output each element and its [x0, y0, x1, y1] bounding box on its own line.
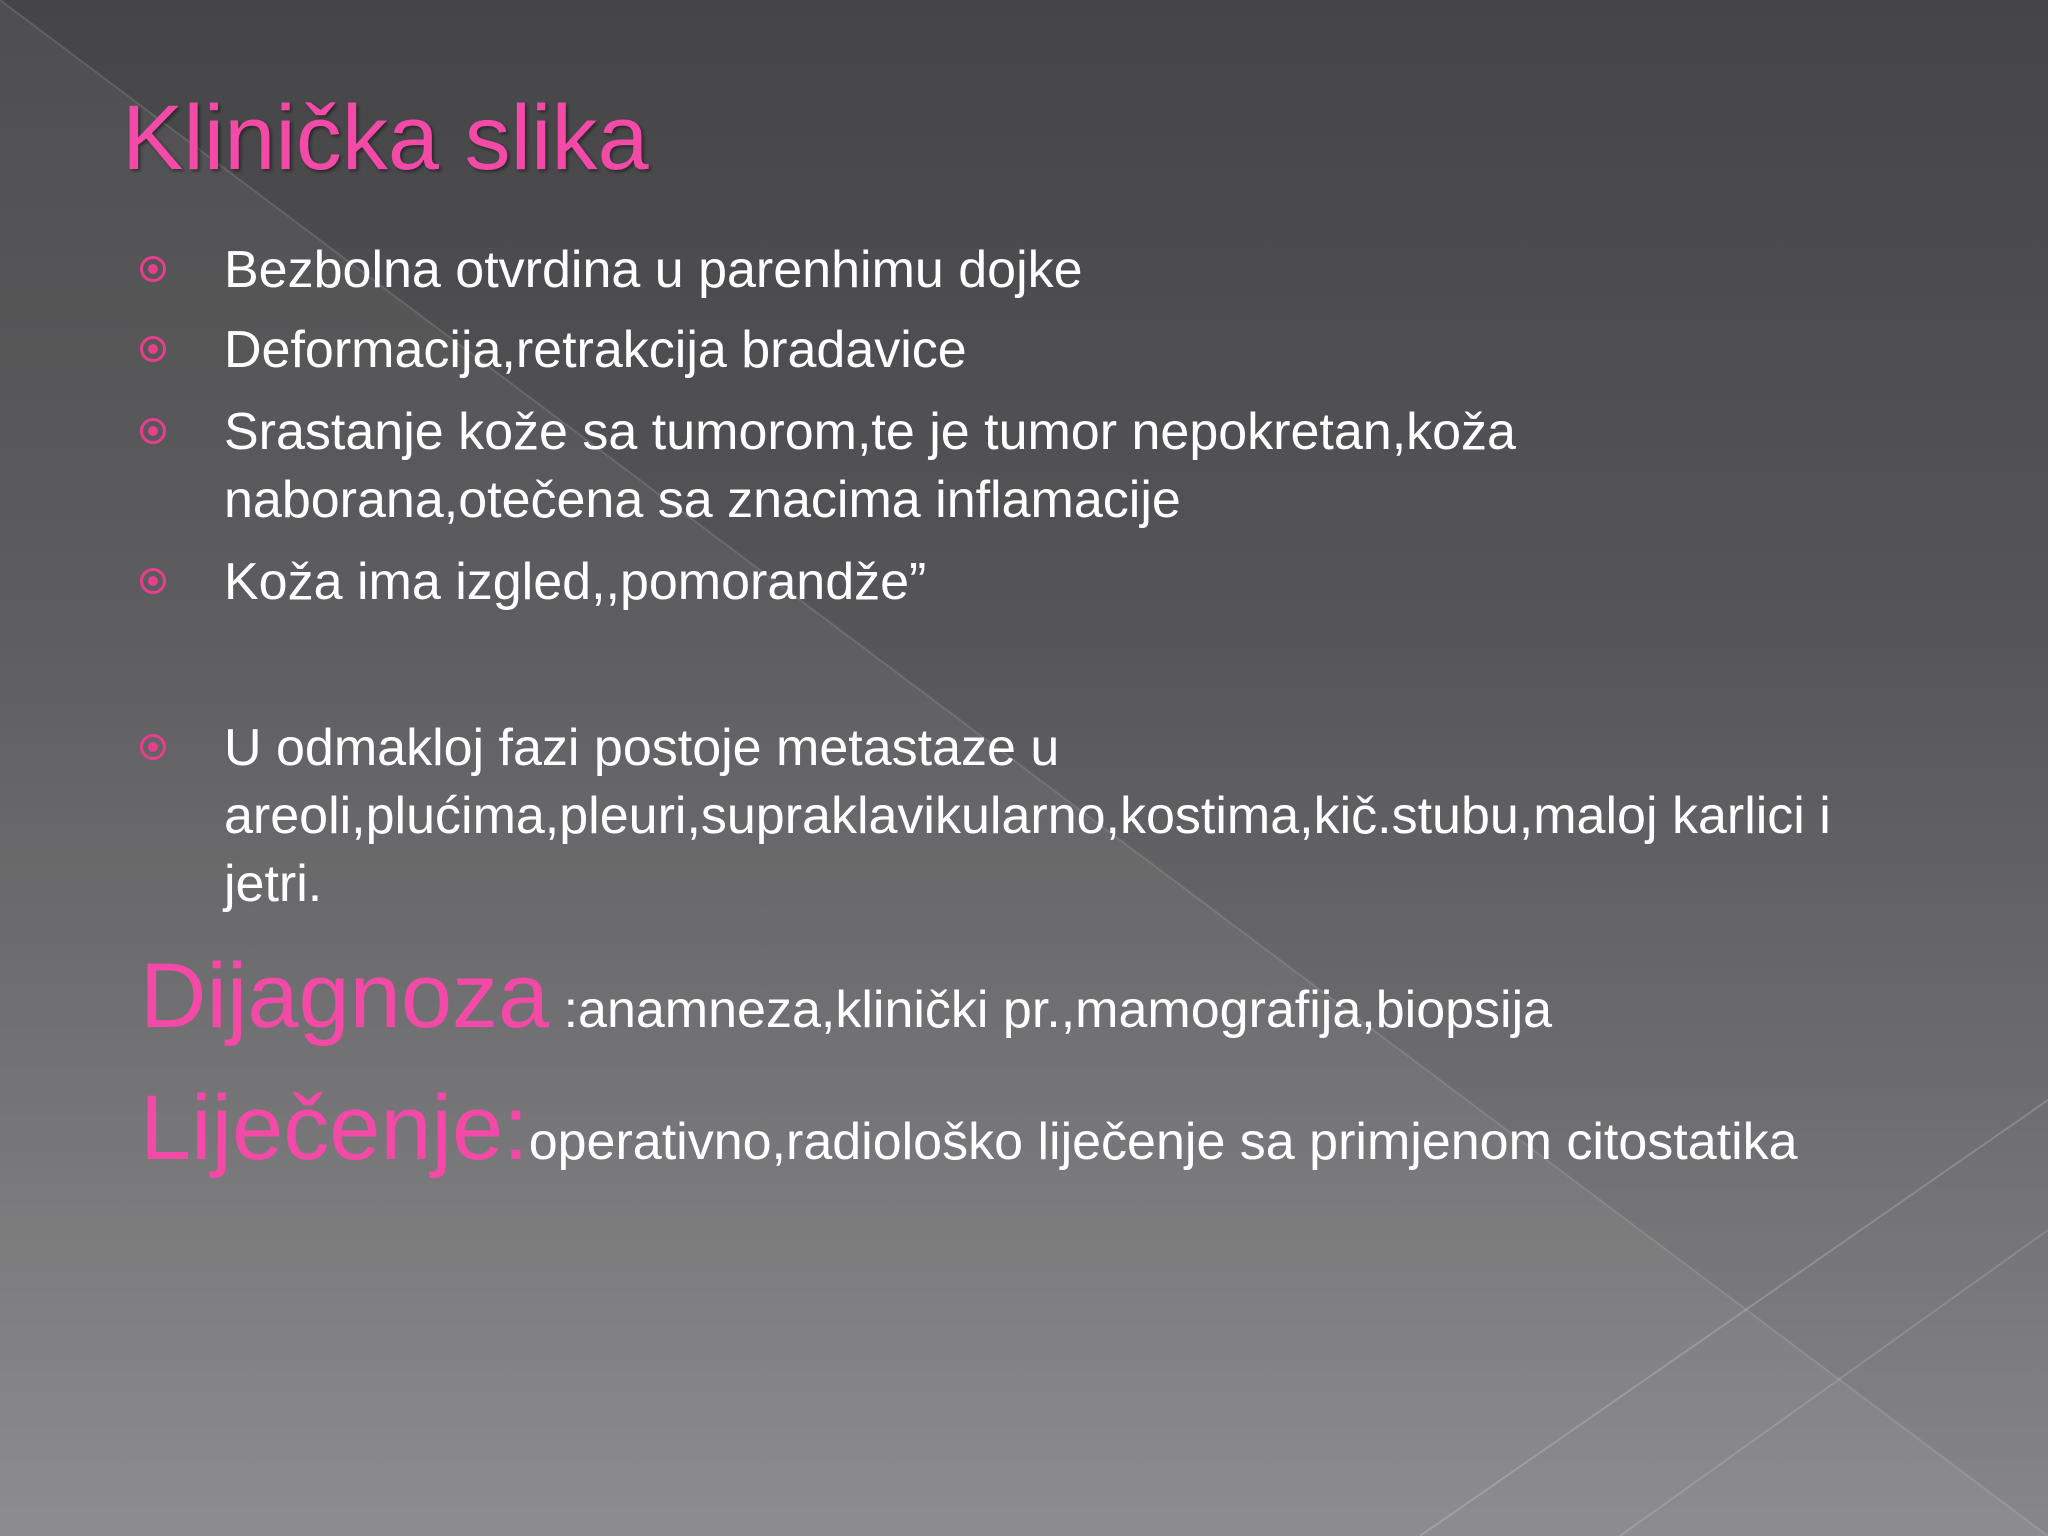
bullet-text: U odmakloj fazi postoje metastaze u areoli,plućima,pleuri,supraklavikularno,kostima,kič.stubu,maloj karlici i jetri.	[224, 719, 1831, 913]
slide-title: Klinička slika	[122, 87, 649, 189]
diagnosis-label: Dijagnoza	[140, 945, 550, 1047]
treatment-text: operativno,radiološko liječenje sa primjenom citostatika	[528, 1113, 1798, 1171]
treatment-line	[140, 1077, 1798, 1179]
bullet-text: Bezbolna otvrdina u parenhimu dojke	[224, 241, 1083, 299]
bullet-item	[224, 316, 1864, 384]
diagnosis-text: :anamneza,klinički pr.,mamografija,biopsija	[549, 981, 1553, 1039]
circled-dot-icon	[140, 336, 166, 362]
circled-dot-icon	[140, 256, 166, 282]
diagnosis-line	[140, 945, 1553, 1047]
bullet-text: Deformacija,retrakcija bradavice	[224, 321, 967, 379]
circled-dot-icon	[140, 418, 166, 444]
circled-dot-icon	[140, 734, 166, 760]
treatment-label: Liječenje:	[140, 1077, 529, 1179]
bullet-item	[224, 398, 1864, 534]
bullet-item	[224, 714, 1864, 918]
bullet-item	[224, 548, 1864, 616]
bullet-item	[224, 236, 1864, 304]
bullet-text: Srastanje kože sa tumorom,te je tumor nepokretan,koža naborana,otečena sa znacima inflamacije	[224, 403, 1516, 529]
bullet-text: Koža ima izgled,,pomorandže”	[224, 553, 927, 611]
circled-dot-icon	[140, 568, 166, 594]
